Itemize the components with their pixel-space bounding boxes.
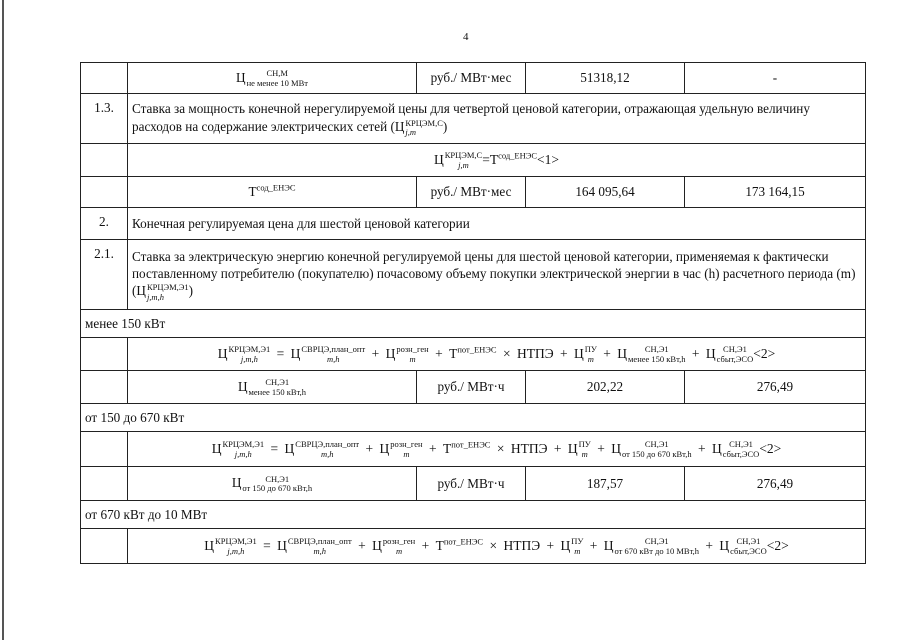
unit-cell: руб./ МВт·мес [417,63,526,94]
unit-cell: руб./ МВт·ч [417,467,526,501]
value-cell-2: 173 164,15 [685,177,866,208]
scan-edge-line [2,0,4,640]
description-cell: Ставка за электрическую энергию конечной регулируемой цены для шестой ценовой категории, применяемая к фактически поставленному потребителю (покупателю) почасовому объему покупки электрической энергии в час (h) расчетного периода (m) (Ц КРЦЭМ,Э1 j,m,h ) [128,240,866,310]
value-cell-2: - [685,63,866,94]
num-cell [81,177,128,208]
table-row [81,371,866,404]
formula-cell: Ц КРЦЭМ,Э1 j,m,h = Ц СВРЦЭ,план_опт m,h + Ц розн_ген m + $Т^{пот\_ЕНЭС}$ × НТПЭ + Ц ПУ m + Ц СН,Э1 от 150 до 670 кВт,h + Ц СН,Э1 сбыт,ЭСО <2> [128,432,866,467]
formula-cell: Ц КРЦЭМ,Э1 j,m,h = Ц СВРЦЭ,план_опт m,h + Ц розн_ген m + $Т^{пот\_ЕНЭС}$ × НТПЭ + Ц ПУ m + Ц СН,Э1 менее 150 кВт,h + Ц СН,Э1 сбыт,ЭСО <2> [128,338,866,371]
tariff-symbol: Ц СН,М не менее 10 МВт [236,68,308,88]
value-cell-2: 276,49 [685,371,866,404]
table-row [81,432,866,467]
num-cell [81,338,128,371]
row-number: 2.1. [81,240,128,310]
table-row [81,310,866,338]
symbol-cell: Ц СН,Э1 менее 150 кВт,h [128,371,417,404]
table-row [81,338,866,371]
table-row [81,208,866,240]
symbol-cell: Ц СН,Э1 от 150 до 670 кВт,h [128,467,417,501]
table-row [81,63,866,94]
group-label: от 150 до 670 кВт [81,404,866,432]
table-row [81,240,866,310]
row-number: 2. [81,208,128,240]
table-row [81,529,866,564]
table-row [81,94,866,144]
table-row [81,501,866,529]
description-cell: Ставка за мощность конечной нерегулируемой цены для четвертой ценовой категории, отражающая удельную величину расходов на содержание электрических сетей (Ц КРЦЭМ,С j,m ) [128,94,866,144]
num-cell [81,432,128,467]
num-cell [81,529,128,564]
num-cell [81,467,128,501]
value-cell-1: 202,22 [526,371,685,404]
section-title: Конечная регулируемая цена для шестой ценовой категории [128,208,866,240]
table-row [81,467,866,501]
table-row [81,404,866,432]
num-cell [81,371,128,404]
num-cell [81,144,128,177]
tariff-table [80,62,866,564]
symbol-cell: $Т^{сод\_ЕНЭС}$ [128,177,417,208]
value-cell-2: 276,49 [685,467,866,501]
page-number: 4 [463,31,469,43]
value-cell-1: 187,57 [526,467,685,501]
formula-cell: Ц КРЦЭМ,С j,m $=Т^{сод\_ЕНЭС}<1>$ [128,144,866,177]
group-label: от 670 кВт до 10 МВт [81,501,866,529]
symbol-cell [128,63,417,94]
group-label: менее 150 кВт [81,310,866,338]
row-number: 1.3. [81,94,128,144]
value-cell-1: 164 095,64 [526,177,685,208]
unit-cell: руб./ МВт·мес [417,177,526,208]
num-cell [81,63,128,94]
table-row [81,144,866,177]
formula-cell: Ц КРЦЭМ,Э1 j,m,h = Ц СВРЦЭ,план_опт m,h + Ц розн_ген m + $Т^{пот\_ЕНЭС}$ × НТПЭ + Ц ПУ m + Ц СН,Э1 от 670 кВт до 10 МВт,h + Ц СН,Э1 сбыт,ЭСО <2> [128,529,866,564]
value-cell-1: 51318,12 [526,63,685,94]
unit-cell: руб./ МВт·ч [417,371,526,404]
table-row [81,177,866,208]
